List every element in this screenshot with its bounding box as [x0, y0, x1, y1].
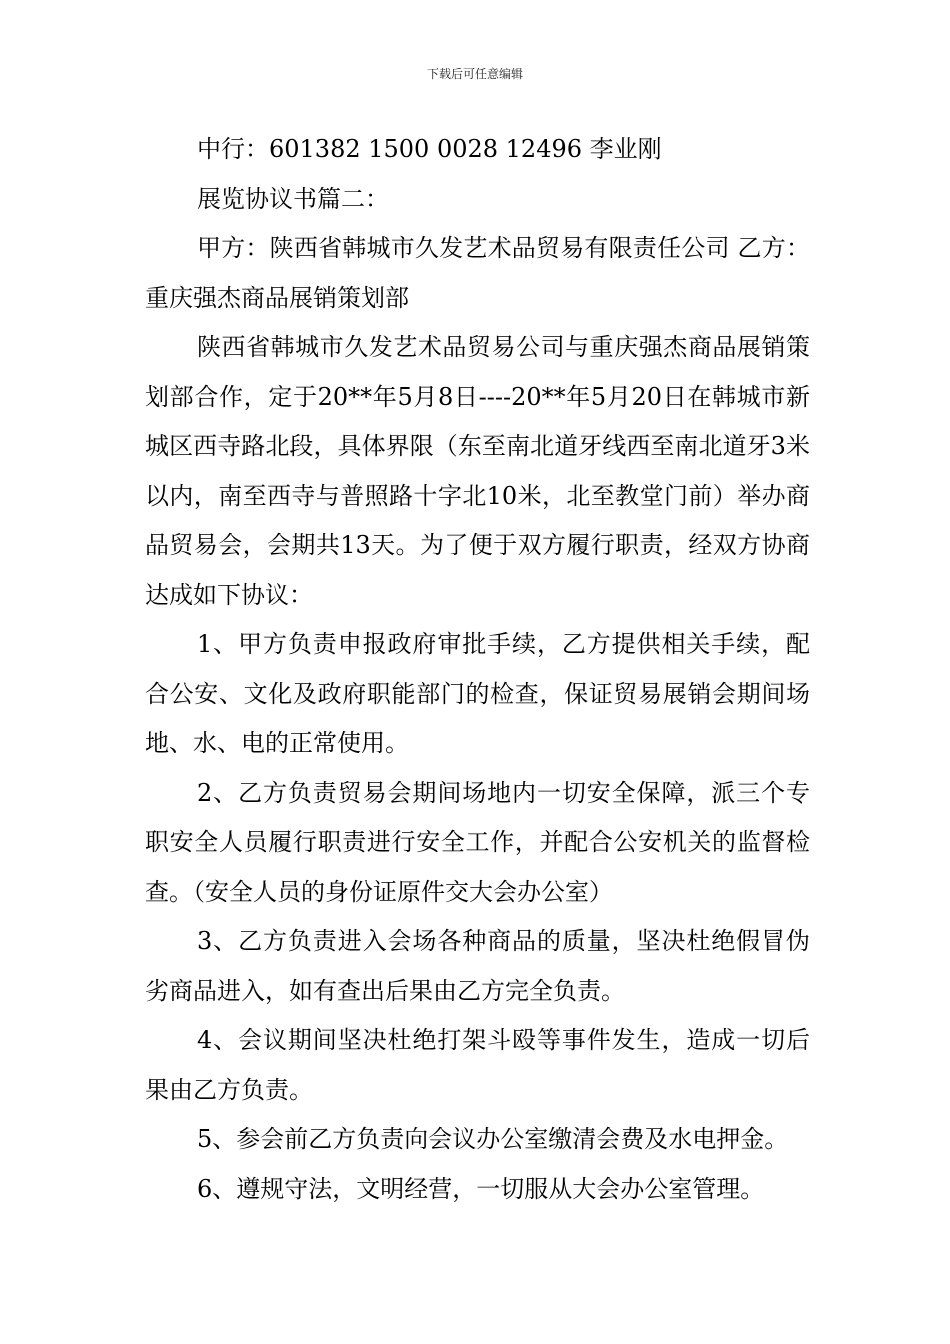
paragraph-clause-3: 3、乙方负责进入会场各种商品的质量，坚决杜绝假冒伪劣商品进入，如有查出后果由乙方完全负责。 [145, 927, 810, 1005]
paragraph-clause-5: 5、参会前乙方负责向会议办公室缴清会费及水电押金。 [197, 1125, 789, 1153]
paragraph-bank-account: 中行：601382 1500 0028 12496 李业刚 [197, 135, 662, 163]
paragraph-clause-1: 1、甲方负责申报政府审批手续，乙方提供相关手续，配合公安、文化及政府职能部门的检查，保证贸易展销会期间场地、水、电的正常使用。 [145, 630, 810, 757]
document-body [145, 125, 810, 1214]
paragraph-intro: 陕西省韩城市久发艺术品贸易公司与重庆强杰商品展销策划部合作，定于20**年5月8日----20**年5月20日在韩城市新城区西寺路北段，具体界限（东至南北道牙线西至南北道牙3米以内，南至西寺与普照路十字北10米，北至教堂门前）举办商品贸易会，会期共13天。为了便于双方履行职责，经双方协商达成如下协议： [145, 333, 810, 609]
page-header: 下载后可任意编辑 [426, 67, 523, 81]
paragraph-parties: 甲方：陕西省韩城市久发艺术品贸易有限责任公司 乙方：重庆强杰商品展销策划部 [145, 234, 810, 312]
paragraph-clause-4: 4、会议期间坚决杜绝打架斗殴等事件发生，造成一切后果由乙方负责。 [145, 1026, 810, 1104]
paragraph-clause-6: 6、遵规守法，文明经营，一切服从大会办公室管理。 [197, 1174, 765, 1203]
paragraph-section-title: 展览协议书篇二： [197, 184, 389, 213]
paragraph-clause-2: 2、乙方负责贸易会期间场地内一切安全保障，派三个专职安全人员履行职责进行安全工作，并配合公安机关的监督检查。（安全人员的身份证原件交大会办公室） [145, 778, 810, 906]
